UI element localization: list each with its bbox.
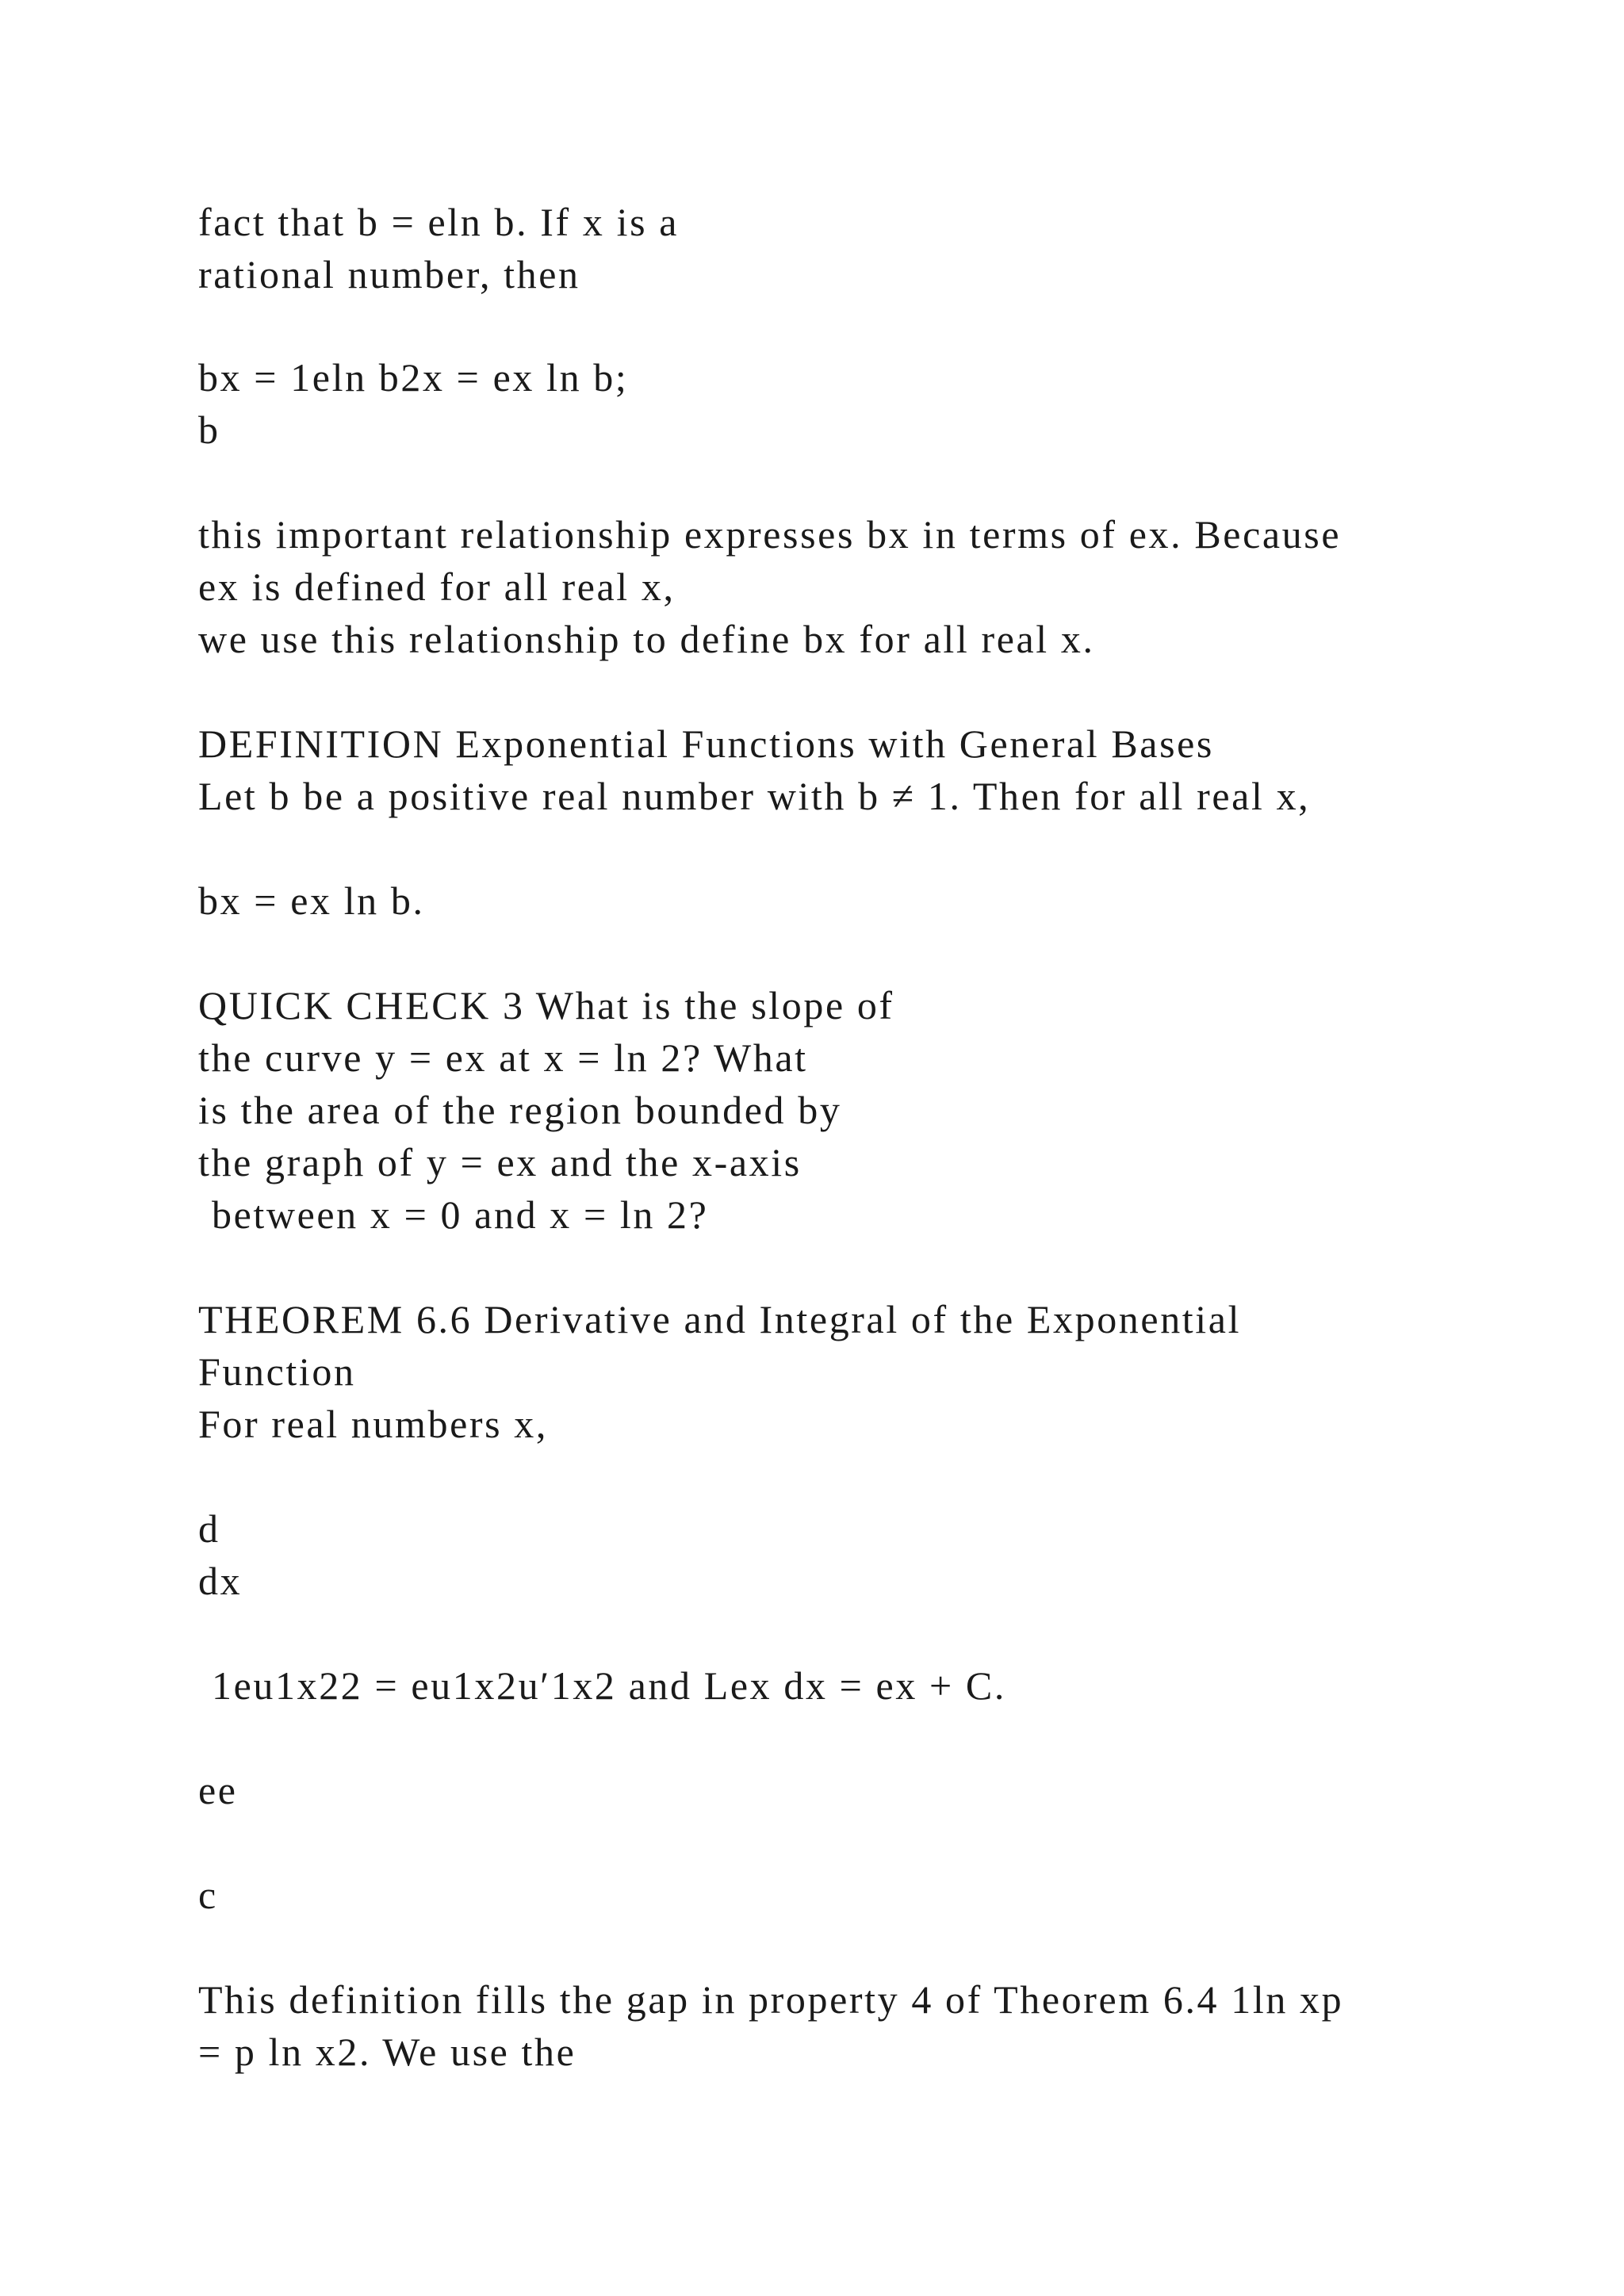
text-line: ee xyxy=(198,1768,238,1812)
text-line: this important relationship expresses bx in terms of ex. Because xyxy=(198,512,1342,557)
text-line: d xyxy=(198,1506,220,1551)
equation-line: bx = ex ln b. xyxy=(198,878,425,923)
text-line: b xyxy=(198,408,220,452)
theorem-heading: THEOREM 6.6 Derivative and Integral of the Exponential xyxy=(198,1297,1242,1341)
equation-line: bx = 1eln b2x = ex ln b; xyxy=(198,355,629,400)
text-line: rational number, then xyxy=(198,252,580,297)
text-line: This definition fills the gap in property 4 of Theorem 6.4 1ln xp xyxy=(198,1977,1344,2022)
text-line: dx xyxy=(198,1559,243,1603)
text-line: = p ln x2. We use the xyxy=(198,2030,576,2074)
text-line: Let b be a positive real number with b ≠ 1. Then for all real x, xyxy=(198,774,1311,818)
text-line: we use this relationship to define bx for all real x. xyxy=(198,617,1095,661)
text-line: between x = 0 and x = ln 2? xyxy=(212,1192,709,1237)
text-line: c xyxy=(198,1873,218,1917)
text-line: For real numbers x, xyxy=(198,1402,548,1446)
quick-check-heading: QUICK CHECK 3 What is the slope of xyxy=(198,983,894,1027)
definition-heading: DEFINITION Exponential Functions with General Bases xyxy=(198,721,1214,766)
text-line: fact that b = eln b. If x is a xyxy=(198,200,680,244)
text-line: is the area of the region bounded by xyxy=(198,1088,842,1132)
text-line: Function xyxy=(198,1349,356,1394)
text-line: ex is defined for all real x, xyxy=(198,564,676,609)
document-page xyxy=(198,0,1546,2296)
text-line: the graph of y = ex and the x-axis xyxy=(198,1140,802,1184)
equation-line: 1eu1x22 = eu1x2u′1x2 and Lex dx = ex + C. xyxy=(212,1663,1006,1708)
text-line: the curve y = ex at x = ln 2? What xyxy=(198,1035,808,1080)
